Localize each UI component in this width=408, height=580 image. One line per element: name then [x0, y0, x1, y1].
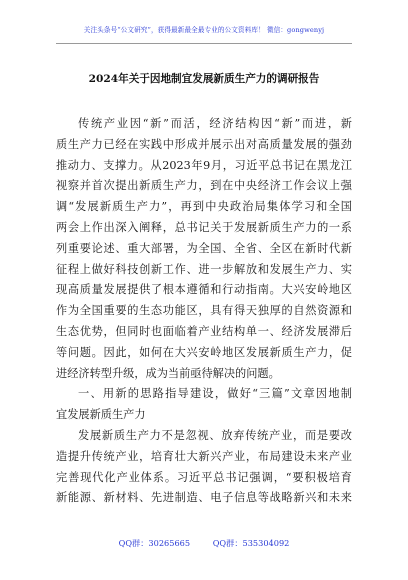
header-notice: 关注头条号“公文研究”，获得最新最全最专业的公文资料库！ 微信：gongwenyj	[83, 26, 325, 34]
header-divider	[56, 43, 352, 44]
body-line: 作为全国重要的生态功能区，具有得天独厚的自然资源和	[56, 304, 352, 318]
body-line: 等问题。因此，如何在大兴安岭地区发展新质生产力，促	[56, 345, 352, 359]
body-line: 征程上做好科技创新工作、进一步解放和发展生产力、实	[56, 262, 352, 276]
body-line: 两会上作出深入阐释，总书记关于发展新质生产力的一系	[56, 220, 352, 234]
body-line: 传统产业因“新”而活，经济结构因“新”而进，新	[78, 117, 352, 130]
body-line: 调“发展新质生产力”，再到中央政治局集体学习和全国	[56, 200, 352, 214]
section-heading-line: 一、用新的思路指导建设，做好“三篇”文章因地制	[78, 387, 352, 401]
body-line: 完善现代化产业体系。习近平总书记强调，“要积极培育	[56, 470, 352, 484]
body-line: 列重要论述、重大部署，为全国、全省、全区在新时代新	[56, 241, 352, 255]
body-line: 质生产力已经在实践中形成并展示出对高质量发展的强劲	[56, 137, 352, 151]
body-line: 新能源、新材料、先进制造、电子信息等战略新兴和未来	[56, 491, 352, 505]
body-line: 发展新质生产力不是忽视、放弃传统产业，而是要改	[78, 428, 352, 442]
body-line: 进经济转型升级，成为当前亟待解决的问题。	[56, 366, 280, 380]
body-line: 生态优势，但同时也面临着产业结构单一、经济发展滞后	[56, 324, 352, 338]
body-line: 推动力、支撑力。从2023年9月，习近平总书记在黑龙江	[56, 158, 352, 172]
document-body	[56, 114, 352, 509]
footer-qq-group-2: QQ群：535304092	[212, 538, 290, 548]
document-title: 2024年关于因地制宜发展新质生产力的调研报告	[88, 73, 320, 85]
body-line: 造提升传统产业，培育壮大新兴产业，布局建设未来产业	[56, 449, 352, 463]
footer	[0, 538, 408, 549]
footer-qq-group-1: QQ群：30265665	[118, 538, 191, 548]
section-heading-line: 宜发展新质生产力	[56, 408, 146, 422]
body-line: 视察并首次提出新质生产力，到在中央经济工作会议上强	[56, 179, 352, 193]
body-line: 现高质量发展提供了根本遵循和行动指南。大兴安岭地区	[56, 283, 352, 297]
